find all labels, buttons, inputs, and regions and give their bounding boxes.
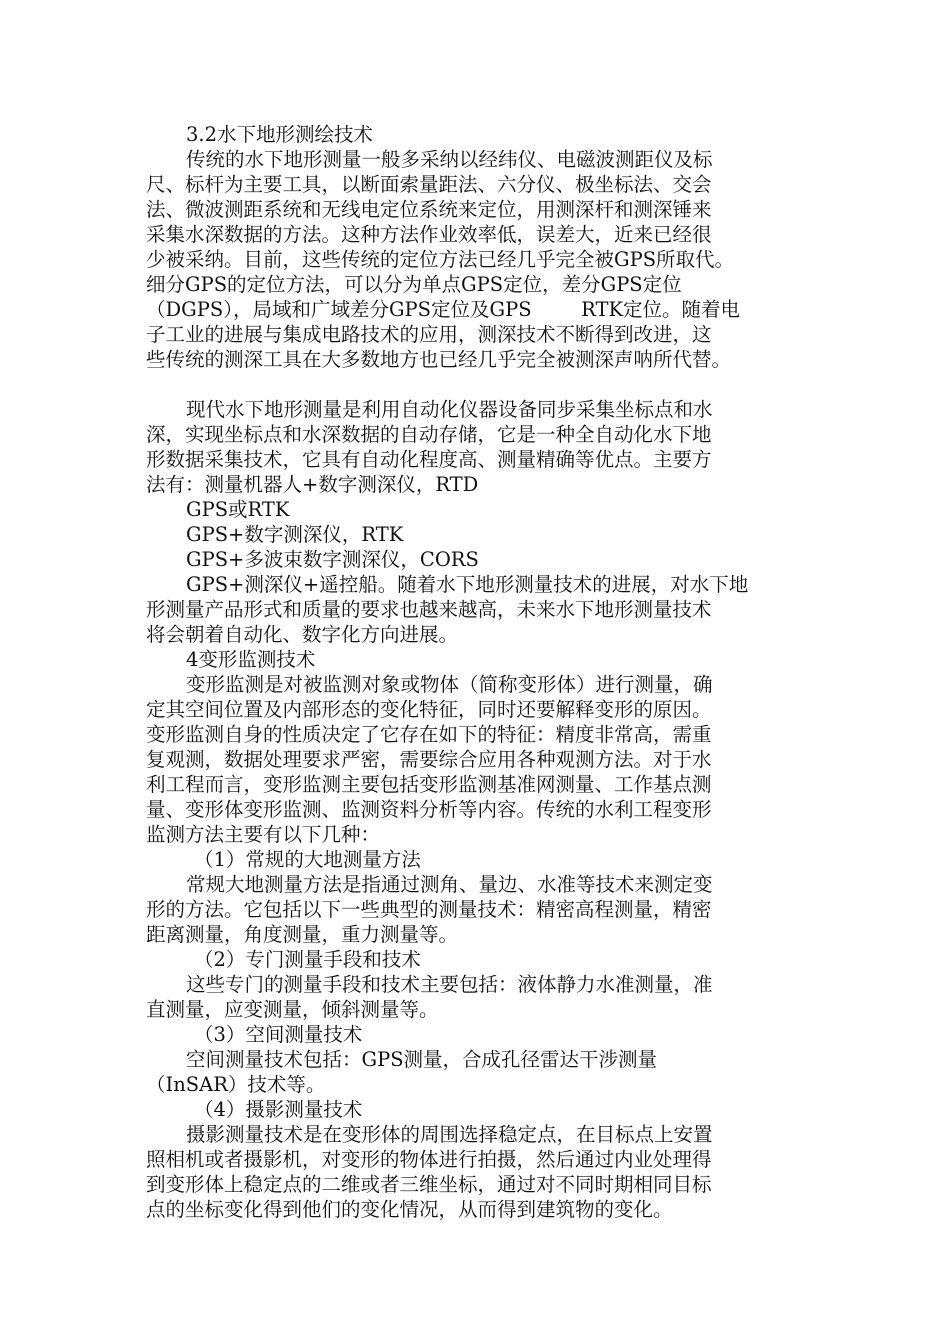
- text-line: GPS+数字测深仪，RTK: [186, 523, 404, 546]
- text-line: 现代水下地形测量是利用自动化仪器设备同步采集坐标点和水: [186, 398, 713, 421]
- text-line: 形数据采集技术，它具有自动化程度高、测量精确等优点。主要方: [146, 448, 712, 471]
- text-line: 些传统的测深工具在大多数地方也已经几乎完全被测深声呐所代替。: [146, 348, 732, 371]
- text-line: 法有：测量机器人+数字测深仪，RTD: [146, 473, 479, 496]
- text-line: 直测量，应变测量，倾斜测量等。: [146, 998, 439, 1021]
- subsection-heading: （1）常规的大地测量方法: [194, 848, 421, 871]
- text-line: 子工业的进展与集成电路技术的应用，测深技术不断得到改进，这: [146, 323, 712, 346]
- text-line: 定其空间位置及内部形态的变化特征，同时还要解释变形的原因。: [146, 698, 712, 721]
- text-line: 少被采纳。目前，这些传统的定位方法已经几乎完全被GPS所取代。: [146, 248, 735, 271]
- text-line: 形的方法。它包括以下一些典型的测量技术：精密高程测量，精密: [146, 898, 712, 921]
- text-line: GPS+多波束数字测深仪，CORS: [186, 548, 479, 571]
- text-line: 量、变形体变形监测、监测资料分析等内容。传统的水利工程变形: [146, 798, 712, 821]
- text-line: 利工程而言，变形监测主要包括变形监测基准网测量、工作基点测: [146, 773, 712, 796]
- text-line: 这些专门的测量手段和技术主要包括：液体静力水准测量，准: [186, 973, 713, 996]
- text-line: 点的坐标变化得到他们的变化情况，从而得到建筑物的变化。: [146, 1198, 673, 1221]
- text-line: 摄影测量技术是在变形体的周围选择稳定点，在目标点上安置: [186, 1123, 713, 1146]
- text-line: 常规大地测量方法是指通过测角、量边、水准等技术来测定变: [186, 873, 713, 896]
- text-line: 变形监测是对被监测对象或物体（简称变形体）进行测量，确: [186, 673, 713, 696]
- text-line: 变形监测自身的性质决定了它存在如下的特征：精度非常高，需重: [146, 723, 712, 746]
- text-line: 将会朝着自动化、数字化方向进展。: [146, 623, 459, 646]
- text-line: 形测量产品形式和质量的要求也越来越高，未来水下地形测量技术: [146, 598, 712, 621]
- text-line: 深，实现坐标点和水深数据的自动存储，它是一种全自动化水下地: [146, 423, 712, 446]
- text-line: （InSAR）技术等。: [146, 1073, 326, 1096]
- text-line: 传统的水下地形测量一般多采纳以经纬仪、电磁波测距仪及标: [186, 148, 713, 171]
- text-line: 空间测量技术包括：GPS测量，合成孔径雷达干涉测量: [186, 1048, 658, 1071]
- section-heading: 4变形监测技术: [186, 648, 316, 671]
- text-line: 复观测，数据处理要求严密，需要综合应用各种观测方法。对于水: [146, 748, 712, 771]
- text-line: GPS+测深仪+遥控船。随着水下地形测量技术的进展，对水下地: [186, 573, 749, 596]
- text-line: 尺、标杆为主要工具，以断面索量距法、六分仪、极坐标法、交会: [146, 173, 712, 196]
- text-line: （DGPS），局域和广域差分GPS定位及GPS RTK定位。随着电: [146, 298, 741, 321]
- subsection-heading: （4）摄影测量技术: [194, 1098, 363, 1121]
- text-line: 到变形体上稳定点的二维或者三维坐标，通过对不同时期相同目标: [146, 1173, 712, 1196]
- section-heading: 3.2水下地形测绘技术: [186, 123, 374, 146]
- text-line: GPS或RTK: [186, 498, 290, 521]
- text-line: 照相机或者摄影机，对变形的物体进行拍摄，然后通过内业处理得: [146, 1148, 712, 1171]
- subsection-heading: （2）专门测量手段和技术: [194, 948, 421, 971]
- subsection-heading: （3）空间测量技术: [194, 1023, 363, 1046]
- text-line: 采集水深数据的方法。这种方法作业效率低，误差大，近来已经很: [146, 223, 712, 246]
- text-line: 细分GPS的定位方法，可以分为单点GPS定位，差分GPS定位: [146, 273, 682, 296]
- text-line: 监测方法主要有以下几种：: [146, 823, 381, 846]
- text-line: 距离测量，角度测量，重力测量等。: [146, 923, 459, 946]
- text-line: 法、微波测距系统和无线电定位系统来定位，用测深杆和测深锤来: [146, 198, 712, 221]
